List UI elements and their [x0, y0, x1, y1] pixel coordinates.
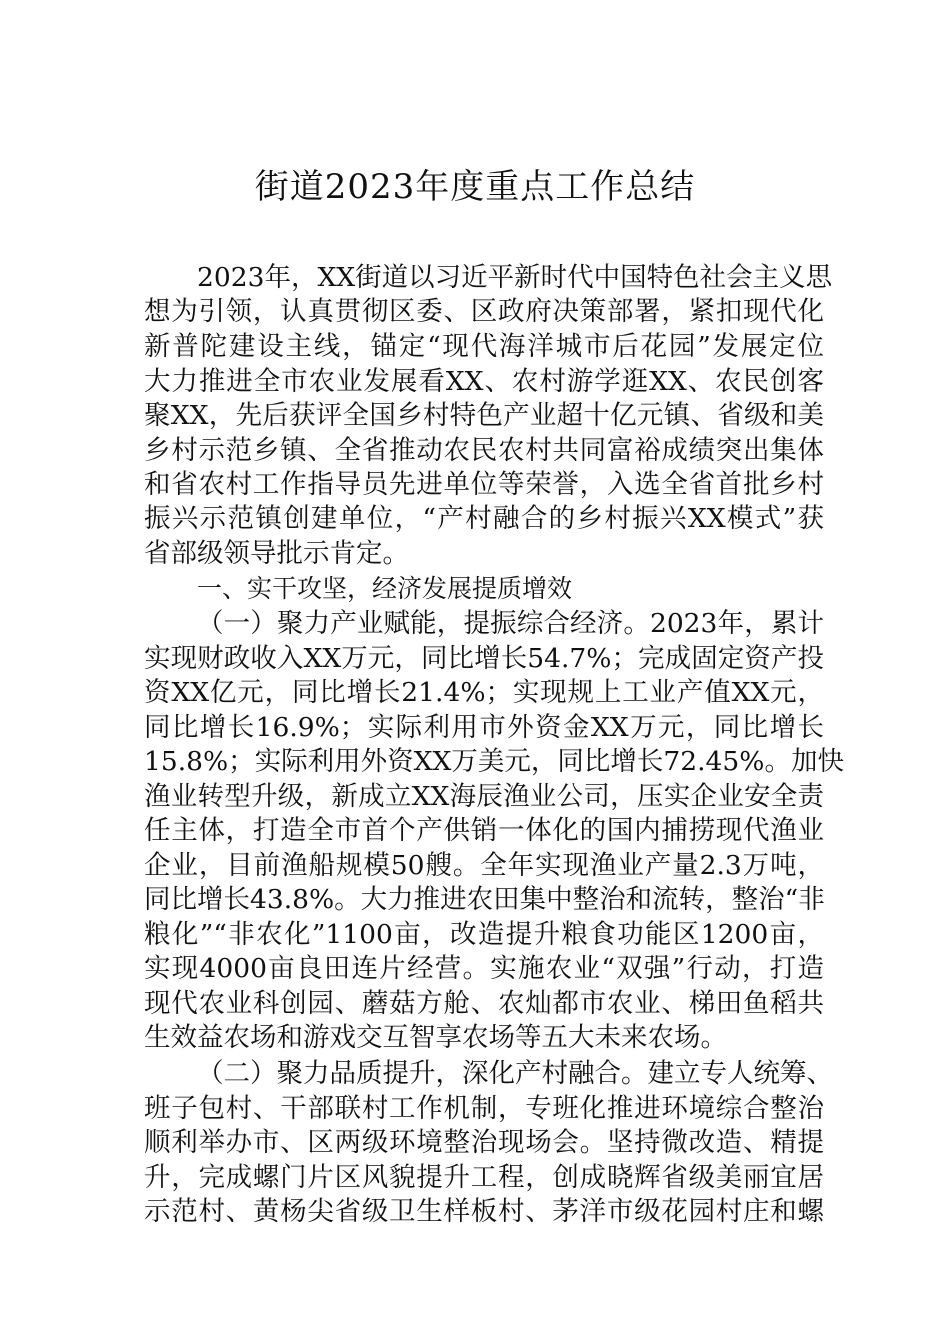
paragraph-line: 生效益农场和游戏交互智享农场等五大未来农场。 [144, 1022, 727, 1053]
paragraph-line: 15.8%；实际利用外资XX万美元，同比增长72.45%。加快 [144, 746, 844, 777]
paragraph-line: 示范村、黄杨尖省级卫生样板村、茅洋市级花园村庄和螺 [144, 1196, 824, 1227]
paragraph-line: 2023年，XX街道以习近平新时代中国特色社会主义思 [197, 262, 833, 293]
document-title: 街道2023年度重点工作总结 [254, 167, 696, 207]
paragraph-line: 聚XX，先后获评全国乡村特色产业超十亿元镇、省级和美 [144, 400, 824, 431]
paragraph-line: 大力推进全市农业发展看XX、农村游学逛XX、农民创客 [144, 366, 824, 397]
paragraph-line: （二）聚力品质提升，深化产村融合。建立专人统筹、 [197, 1058, 833, 1089]
paragraph-line: （一）聚力产业赋能，提振综合经济。2023年，累计 [197, 608, 824, 639]
paragraph-line: 顺利举办市、区两级环境整治现场会。坚持微改造、精提 [144, 1127, 824, 1158]
paragraph-line: 渔业转型升级，新成立XX海辰渔业公司，压实企业安全责 [144, 781, 824, 812]
paragraph-line: 乡村示范乡镇、全省推动农民农村共同富裕成绩突出集体 [144, 435, 824, 466]
paragraph-line: 现代农业科创园、蘑菇方舱、农灿都市农业、梯田鱼稻共 [144, 988, 824, 1019]
paragraph-line: 粮化”“非农化”1100亩，改造提升粮食功能区1200亩， [144, 919, 824, 950]
paragraph-line: 同比增长43.8%。大力推进农田集中整治和流转，整治“非 [144, 884, 825, 915]
paragraph-line: 实现财政收入XX万元，同比增长54.7%；完成固定资产投 [144, 643, 824, 674]
paragraph-line: 企业，目前渔船规模50艘。全年实现渔业产量2.3万吨， [144, 850, 824, 881]
paragraph-line: 新普陀建设主线，锚定“现代海洋城市后花园”发展定位 [144, 331, 824, 362]
paragraph-line: 升，完成螺门片区风貌提升工程，创成晓辉省级美丽宜居 [144, 1162, 824, 1193]
section-heading: 一、实干攻坚，经济发展提质增效 [197, 574, 573, 603]
paragraph-line: 省部级领导批示肯定。 [144, 538, 409, 569]
paragraph-line: 任主体，打造全市首个产供销一体化的国内捕捞现代渔业 [144, 815, 824, 846]
paragraph-line: 和省农村工作指导员先进单位等荣誉，入选全省首批乡村 [144, 469, 824, 500]
paragraph-line: 振兴示范镇创建单位，“产村融合的乡村振兴XX模式”获 [144, 503, 824, 534]
paragraph-line: 同比增长16.9%；实际利用市外资金XX万元，同比增长 [144, 712, 824, 743]
paragraph-line: 班子包村、干部联村工作机制，专班化推进环境综合整治 [144, 1093, 824, 1124]
paragraph-line: 资XX亿元，同比增长21.4%；实现规上工业产值XX元， [144, 677, 824, 708]
paragraph-line: 实现4000亩良田连片经营。实施农业“双强”行动，打造 [144, 953, 824, 984]
paragraph-line: 想为引领，认真贯彻区委、区政府决策部署，紧扣现代化 [144, 296, 824, 327]
